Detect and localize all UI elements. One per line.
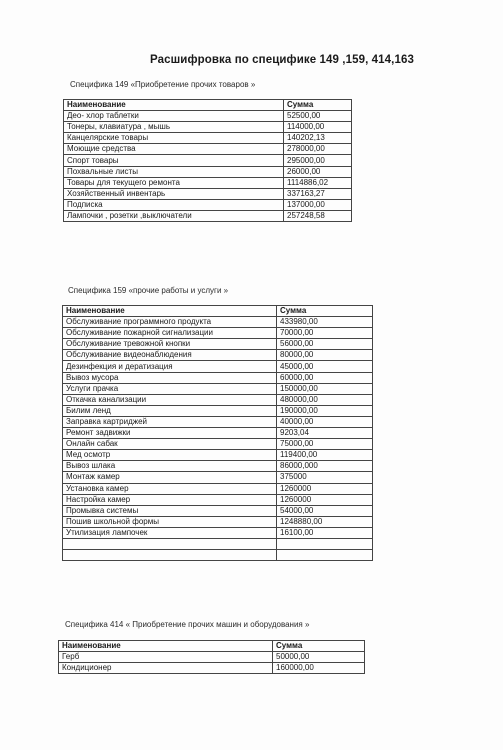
item-amount-cell: 50000,00 [273, 652, 365, 663]
item-amount-cell: 1248880,00 [277, 516, 373, 527]
item-amount-cell: 114000,00 [284, 122, 352, 133]
item-amount-cell: 150000,00 [277, 383, 373, 394]
table-row [64, 199, 352, 210]
table-row [59, 652, 365, 663]
table-row [63, 394, 373, 405]
item-name-cell: Ремонт задвижки [63, 428, 277, 439]
table-row [63, 483, 373, 494]
item-name-cell: Обслуживание видеонаблюдения [63, 350, 277, 361]
item-amount-cell: 86000,000 [277, 461, 373, 472]
item-name-cell: Обслуживание программного продукта [63, 317, 277, 328]
column-header-amount: Сумма [277, 306, 373, 317]
table-row [64, 144, 352, 155]
item-name-cell: Герб [59, 652, 273, 663]
item-amount-cell: 337163,27 [284, 188, 352, 199]
item-name-cell: Заправка картриджей [63, 416, 277, 427]
table-row [63, 494, 373, 505]
item-amount-cell: 433980,00 [277, 317, 373, 328]
item-amount-cell: 140202,13 [284, 133, 352, 144]
item-name-cell: Део- хлор таблетки [64, 111, 284, 122]
table-row [63, 416, 373, 427]
table-row [63, 516, 373, 527]
table-row [63, 383, 373, 394]
spec-159-caption: Специфика 159 «прочие работы и услуги » [68, 286, 229, 295]
item-amount-cell: 119400,00 [277, 450, 373, 461]
item-name-cell [63, 538, 277, 549]
item-name-cell: Онлайн сабак [63, 439, 277, 450]
item-amount-cell: 1260000 [277, 494, 373, 505]
item-amount-cell: 45000,00 [277, 361, 373, 372]
table-row [64, 111, 352, 122]
item-name-cell: Утилизация лампочек [63, 527, 277, 538]
table-row [64, 210, 352, 221]
page-title: Расшифровка по специфике 149 ,159, 414,163 [150, 54, 414, 66]
column-header-name: Наименование [59, 641, 273, 652]
table-row [63, 450, 373, 461]
item-name-cell: Канцелярские товары [64, 133, 284, 144]
item-name-cell: Обслуживание пожарной сигнализации [63, 328, 277, 339]
item-name-cell: Лампочки , розетки ,выключатели [64, 210, 284, 221]
item-name-cell: Спорт товары [64, 155, 284, 166]
item-name-cell: Кондиционер [59, 663, 273, 674]
item-amount-cell: 257248,58 [284, 210, 352, 221]
item-amount-cell: 80000,00 [277, 350, 373, 361]
table-row [63, 361, 373, 372]
table-row [63, 350, 373, 361]
item-amount-cell: 54000,00 [277, 505, 373, 516]
item-name-cell: Промывка системы [63, 505, 277, 516]
table-row [63, 461, 373, 472]
item-amount-cell: 16100,00 [277, 527, 373, 538]
item-name-cell: Обслуживание тревожной кнопки [63, 339, 277, 350]
table-row [63, 527, 373, 538]
column-header-name: Наименование [63, 306, 277, 317]
spec-149-caption: Специфика 149 «Приобретение прочих товаров » [70, 80, 256, 89]
item-name-cell: Товары для текущего ремонта [64, 177, 284, 188]
item-name-cell: Вывоз шлака [63, 461, 277, 472]
spec-414-table [58, 640, 365, 674]
item-amount-cell [277, 538, 373, 549]
table-header-row [63, 306, 373, 317]
item-name-cell: Установка камер [63, 483, 277, 494]
table-row [59, 663, 365, 674]
table-row [63, 428, 373, 439]
table-row [63, 405, 373, 416]
table-row [63, 439, 373, 450]
table-row [63, 317, 373, 328]
item-name-cell: Похвальные листы [64, 166, 284, 177]
item-amount-cell: 375000 [277, 472, 373, 483]
table-row [63, 472, 373, 483]
item-name-cell: Тонеры, клавиатура , мышь [64, 122, 284, 133]
item-amount-cell: 160000,00 [273, 663, 365, 674]
table-row [63, 550, 373, 561]
table-header-row [64, 100, 352, 111]
table-row [63, 339, 373, 350]
item-name-cell: Моющие средства [64, 144, 284, 155]
item-name-cell: Билим ленд [63, 405, 277, 416]
item-amount-cell: 9203,04 [277, 428, 373, 439]
item-amount-cell: 1260000 [277, 483, 373, 494]
item-amount-cell: 52500,00 [284, 111, 352, 122]
table-row [64, 177, 352, 188]
item-name-cell: Мед осмотр [63, 450, 277, 461]
item-name-cell: Дезинфекция и дератизация [63, 361, 277, 372]
item-name-cell: Монтаж камер [63, 472, 277, 483]
table-row [64, 188, 352, 199]
item-amount-cell: 60000,00 [277, 372, 373, 383]
item-name-cell: Откачка канализации [63, 394, 277, 405]
table-header-row [59, 641, 365, 652]
item-amount-cell: 40000,00 [277, 416, 373, 427]
table-row [64, 133, 352, 144]
table-row [64, 166, 352, 177]
item-name-cell: Хозяйственный инвентарь [64, 188, 284, 199]
item-amount-cell: 190000,00 [277, 405, 373, 416]
item-amount-cell: 1114886,02 [284, 177, 352, 188]
table-row [63, 328, 373, 339]
item-name-cell: Услуги прачка [63, 383, 277, 394]
item-amount-cell [277, 550, 373, 561]
item-amount-cell: 56000,00 [277, 339, 373, 350]
table-row [63, 505, 373, 516]
item-amount-cell: 26000,00 [284, 166, 352, 177]
spec-149-table [63, 99, 352, 222]
item-name-cell: Настройка камер [63, 494, 277, 505]
table-row [63, 372, 373, 383]
item-amount-cell: 278000,00 [284, 144, 352, 155]
table-row [64, 155, 352, 166]
item-amount-cell: 70000,00 [277, 328, 373, 339]
spec-414-caption: Специфика 414 « Приобретение прочих машин и оборудования » [65, 620, 310, 629]
table-row [63, 538, 373, 549]
column-header-amount: Сумма [273, 641, 365, 652]
item-amount-cell: 295000,00 [284, 155, 352, 166]
item-name-cell: Вывоз мусора [63, 372, 277, 383]
item-name-cell: Подписка [64, 199, 284, 210]
table-row [64, 122, 352, 133]
item-amount-cell: 75000,00 [277, 439, 373, 450]
spec-159-table [62, 305, 373, 561]
column-header-amount: Сумма [284, 100, 352, 111]
item-amount-cell: 480000,00 [277, 394, 373, 405]
item-name-cell: Пошив школьной формы [63, 516, 277, 527]
item-name-cell [63, 550, 277, 561]
column-header-name: Наименование [64, 100, 284, 111]
item-amount-cell: 137000,00 [284, 199, 352, 210]
